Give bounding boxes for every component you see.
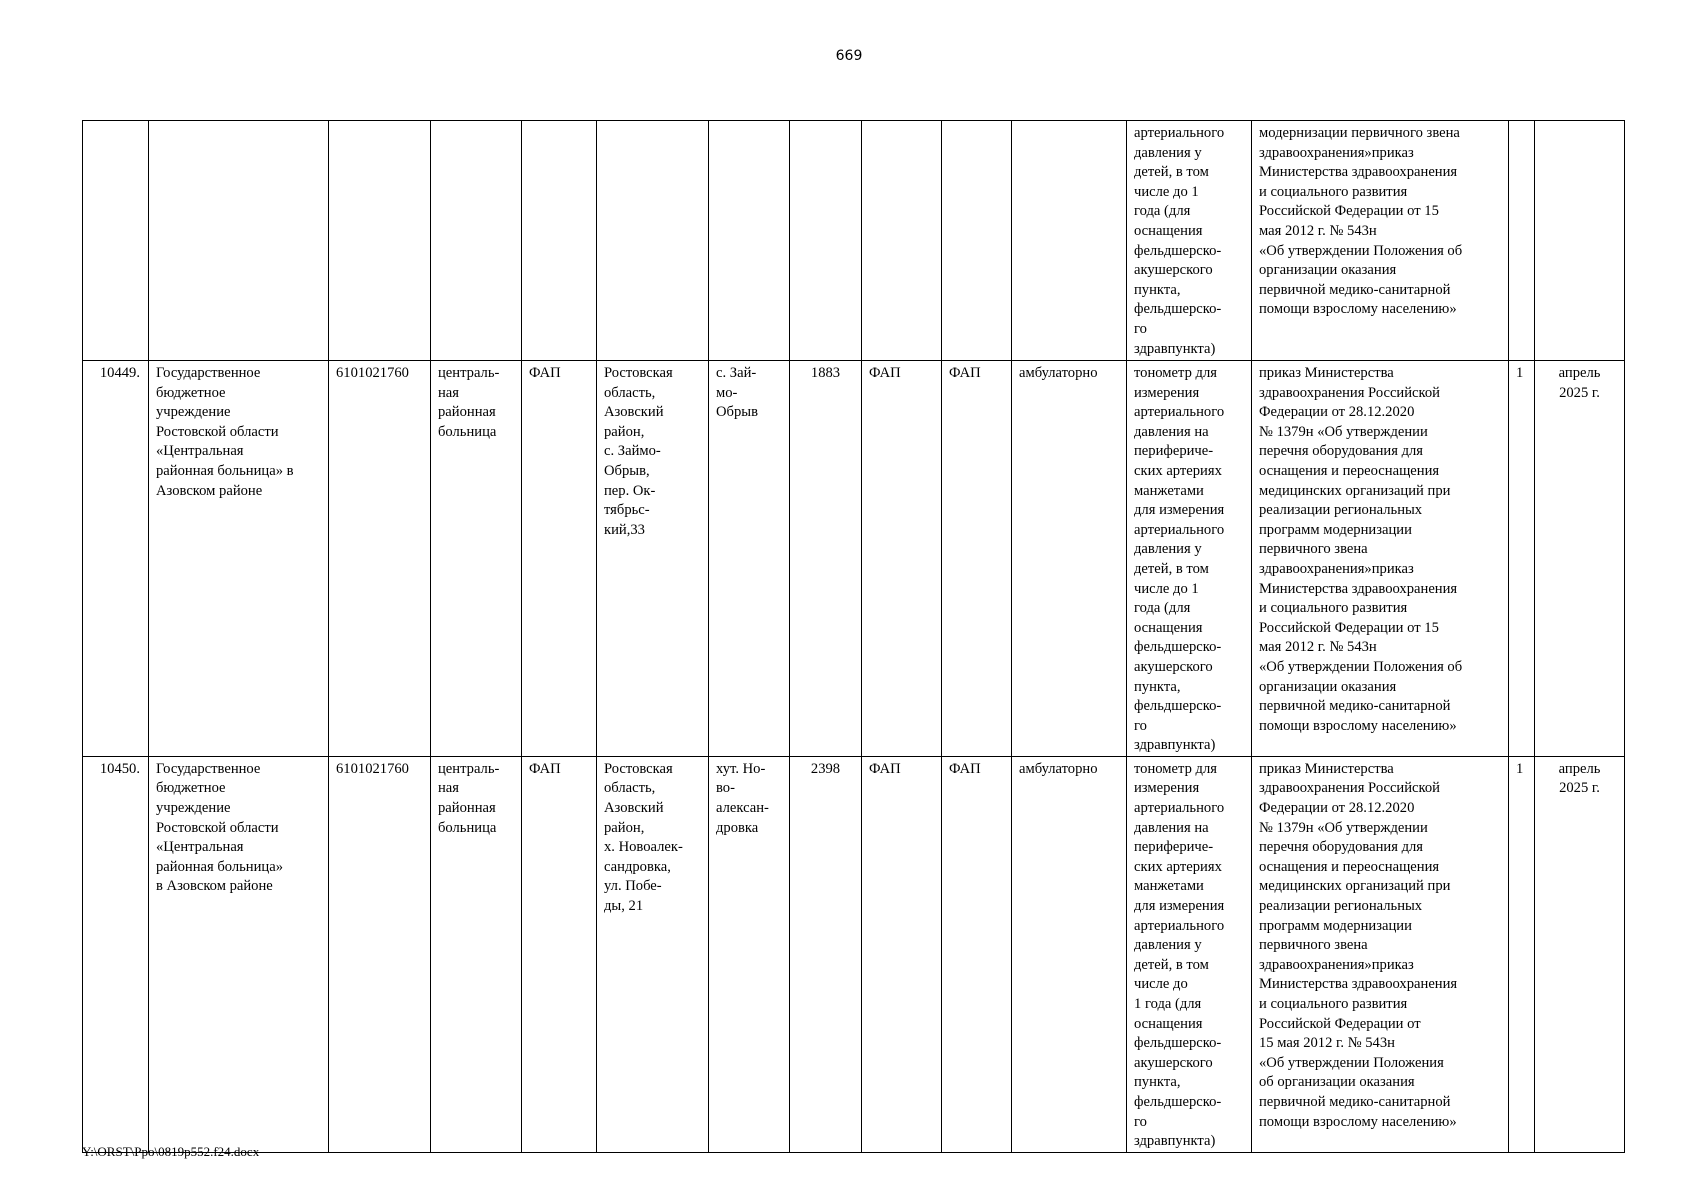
legal-basis-cell: приказ Министерства здравоохранения Российской Федерации от 28.12.2020 № 1379н «Об утверждении перечня оборудования для оснащения и переоснащения медицинских организаций при реализации региональных программ модернизации первичного звена здравоохранения»приказ Министерства здравоохранения и социального развития Российской Федерации от 15 мая 2012 г. № 543н «Об утверждении Положения об организации оказания первичной медико-санитарной помощи взрослому населению» bbox=[1252, 361, 1509, 757]
unit-cell: ФАП bbox=[942, 361, 1012, 757]
population-cell: 2398 bbox=[790, 756, 862, 1152]
care-type-cell bbox=[1012, 121, 1127, 361]
equipment-table bbox=[82, 120, 1625, 1153]
address-cell: Ростовская область, Азовский район, с. Займо- Обрыв, пер. Ок- тябрьс- кий,33 bbox=[597, 361, 709, 757]
legal-basis-cell: приказ Министерства здравоохранения Российской Федерации от 28.12.2020 № 1379н «Об утверждении перечня оборудования для оснащения и переоснащения медицинских организаций при реализации региональных программ модернизации первичного звена здравоохранения»приказ Министерства здравоохранения и социального развития Российской Федерации от 15 мая 2012 г. № 543н «Об утверждении Положения об организации оказания первичной медико-санитарной помощи взрослому населению» bbox=[1252, 756, 1509, 1152]
equipment-cell: артериального давления у детей, в том числе до 1 года (для оснащения фельдшерско- акушерского пункта, фельдшерско- го здравпункта) bbox=[1127, 121, 1252, 361]
unit-cell: ФАП bbox=[862, 361, 942, 757]
subdivision-cell: ФАП bbox=[522, 756, 597, 1152]
equipment-cell: тонометр для измерения артериального давления на периферичe- ских артериях манжетами для измерения артериального давления у детей, в том числе до 1 года (для оснащения фельдшерско- акушерского пункта, фельдшерско- го здравпункта) bbox=[1127, 756, 1252, 1152]
address-cell: Ростовская область, Азовский район, х. Новоалек- сандровка, ул. Побе- ды, 21 bbox=[597, 756, 709, 1152]
unit-cell: ФАП bbox=[942, 756, 1012, 1152]
subdivision-cell bbox=[522, 121, 597, 361]
organization-cell: Государственное бюджетное учреждение Ростовской области «Центральная районная больница» в Азовском районе bbox=[149, 756, 329, 1152]
organization-cell bbox=[149, 121, 329, 361]
unit-cell bbox=[942, 121, 1012, 361]
date-cell bbox=[1535, 121, 1625, 361]
row-number: 10450. bbox=[83, 756, 149, 1152]
unit-cell bbox=[862, 121, 942, 361]
file-path-footer: Y:\ORST\Ppo\0819p552.f24.docx bbox=[82, 1144, 260, 1159]
inn-cell: 6101021760 bbox=[329, 756, 431, 1152]
table-row bbox=[83, 756, 1625, 1152]
locality-cell: с. Зай- мо- Обрыв bbox=[709, 361, 790, 757]
quantity-cell: 1 bbox=[1509, 756, 1535, 1152]
population-cell bbox=[790, 121, 862, 361]
quantity-cell bbox=[1509, 121, 1535, 361]
locality-cell: хут. Но- во- алексан- дровка bbox=[709, 756, 790, 1152]
organization-type-cell: централь- ная районная больница bbox=[431, 756, 522, 1152]
organization-type-cell: централь- ная районная больница bbox=[431, 361, 522, 757]
row-number bbox=[83, 121, 149, 361]
organization-cell: Государственное бюджетное учреждение Ростовской области «Центральная районная больница» в Азовском районе bbox=[149, 361, 329, 757]
legal-basis-cell: модернизации первичного звена здравоохранения»приказ Министерства здравоохранения и социального развития Российской Федерации от 15 мая 2012 г. № 543н «Об утверждении Положения об организации оказания первичной медико-санитарной помощи взрослому населению» bbox=[1252, 121, 1509, 361]
page-number: 669 bbox=[835, 48, 863, 64]
population-cell: 1883 bbox=[790, 361, 862, 757]
subdivision-cell: ФАП bbox=[522, 361, 597, 757]
equipment-cell: тонометр для измерения артериального давления на периферичe- ских артериях манжетами для измерения артериального давления у детей, в том числе до 1 года (для оснащения фельдшерско- акушерского пункта, фельдшерско- го здравпункта) bbox=[1127, 361, 1252, 757]
table-row bbox=[83, 121, 1625, 361]
date-cell: апрель 2025 г. bbox=[1535, 361, 1625, 757]
date-cell: апрель 2025 г. bbox=[1535, 756, 1625, 1152]
inn-cell: 6101021760 bbox=[329, 361, 431, 757]
address-cell bbox=[597, 121, 709, 361]
inn-cell bbox=[329, 121, 431, 361]
table-row bbox=[83, 361, 1625, 757]
care-type-cell: амбулаторно bbox=[1012, 361, 1127, 757]
row-number: 10449. bbox=[83, 361, 149, 757]
organization-type-cell bbox=[431, 121, 522, 361]
quantity-cell: 1 bbox=[1509, 361, 1535, 757]
locality-cell bbox=[709, 121, 790, 361]
unit-cell: ФАП bbox=[862, 756, 942, 1152]
care-type-cell: амбулаторно bbox=[1012, 756, 1127, 1152]
